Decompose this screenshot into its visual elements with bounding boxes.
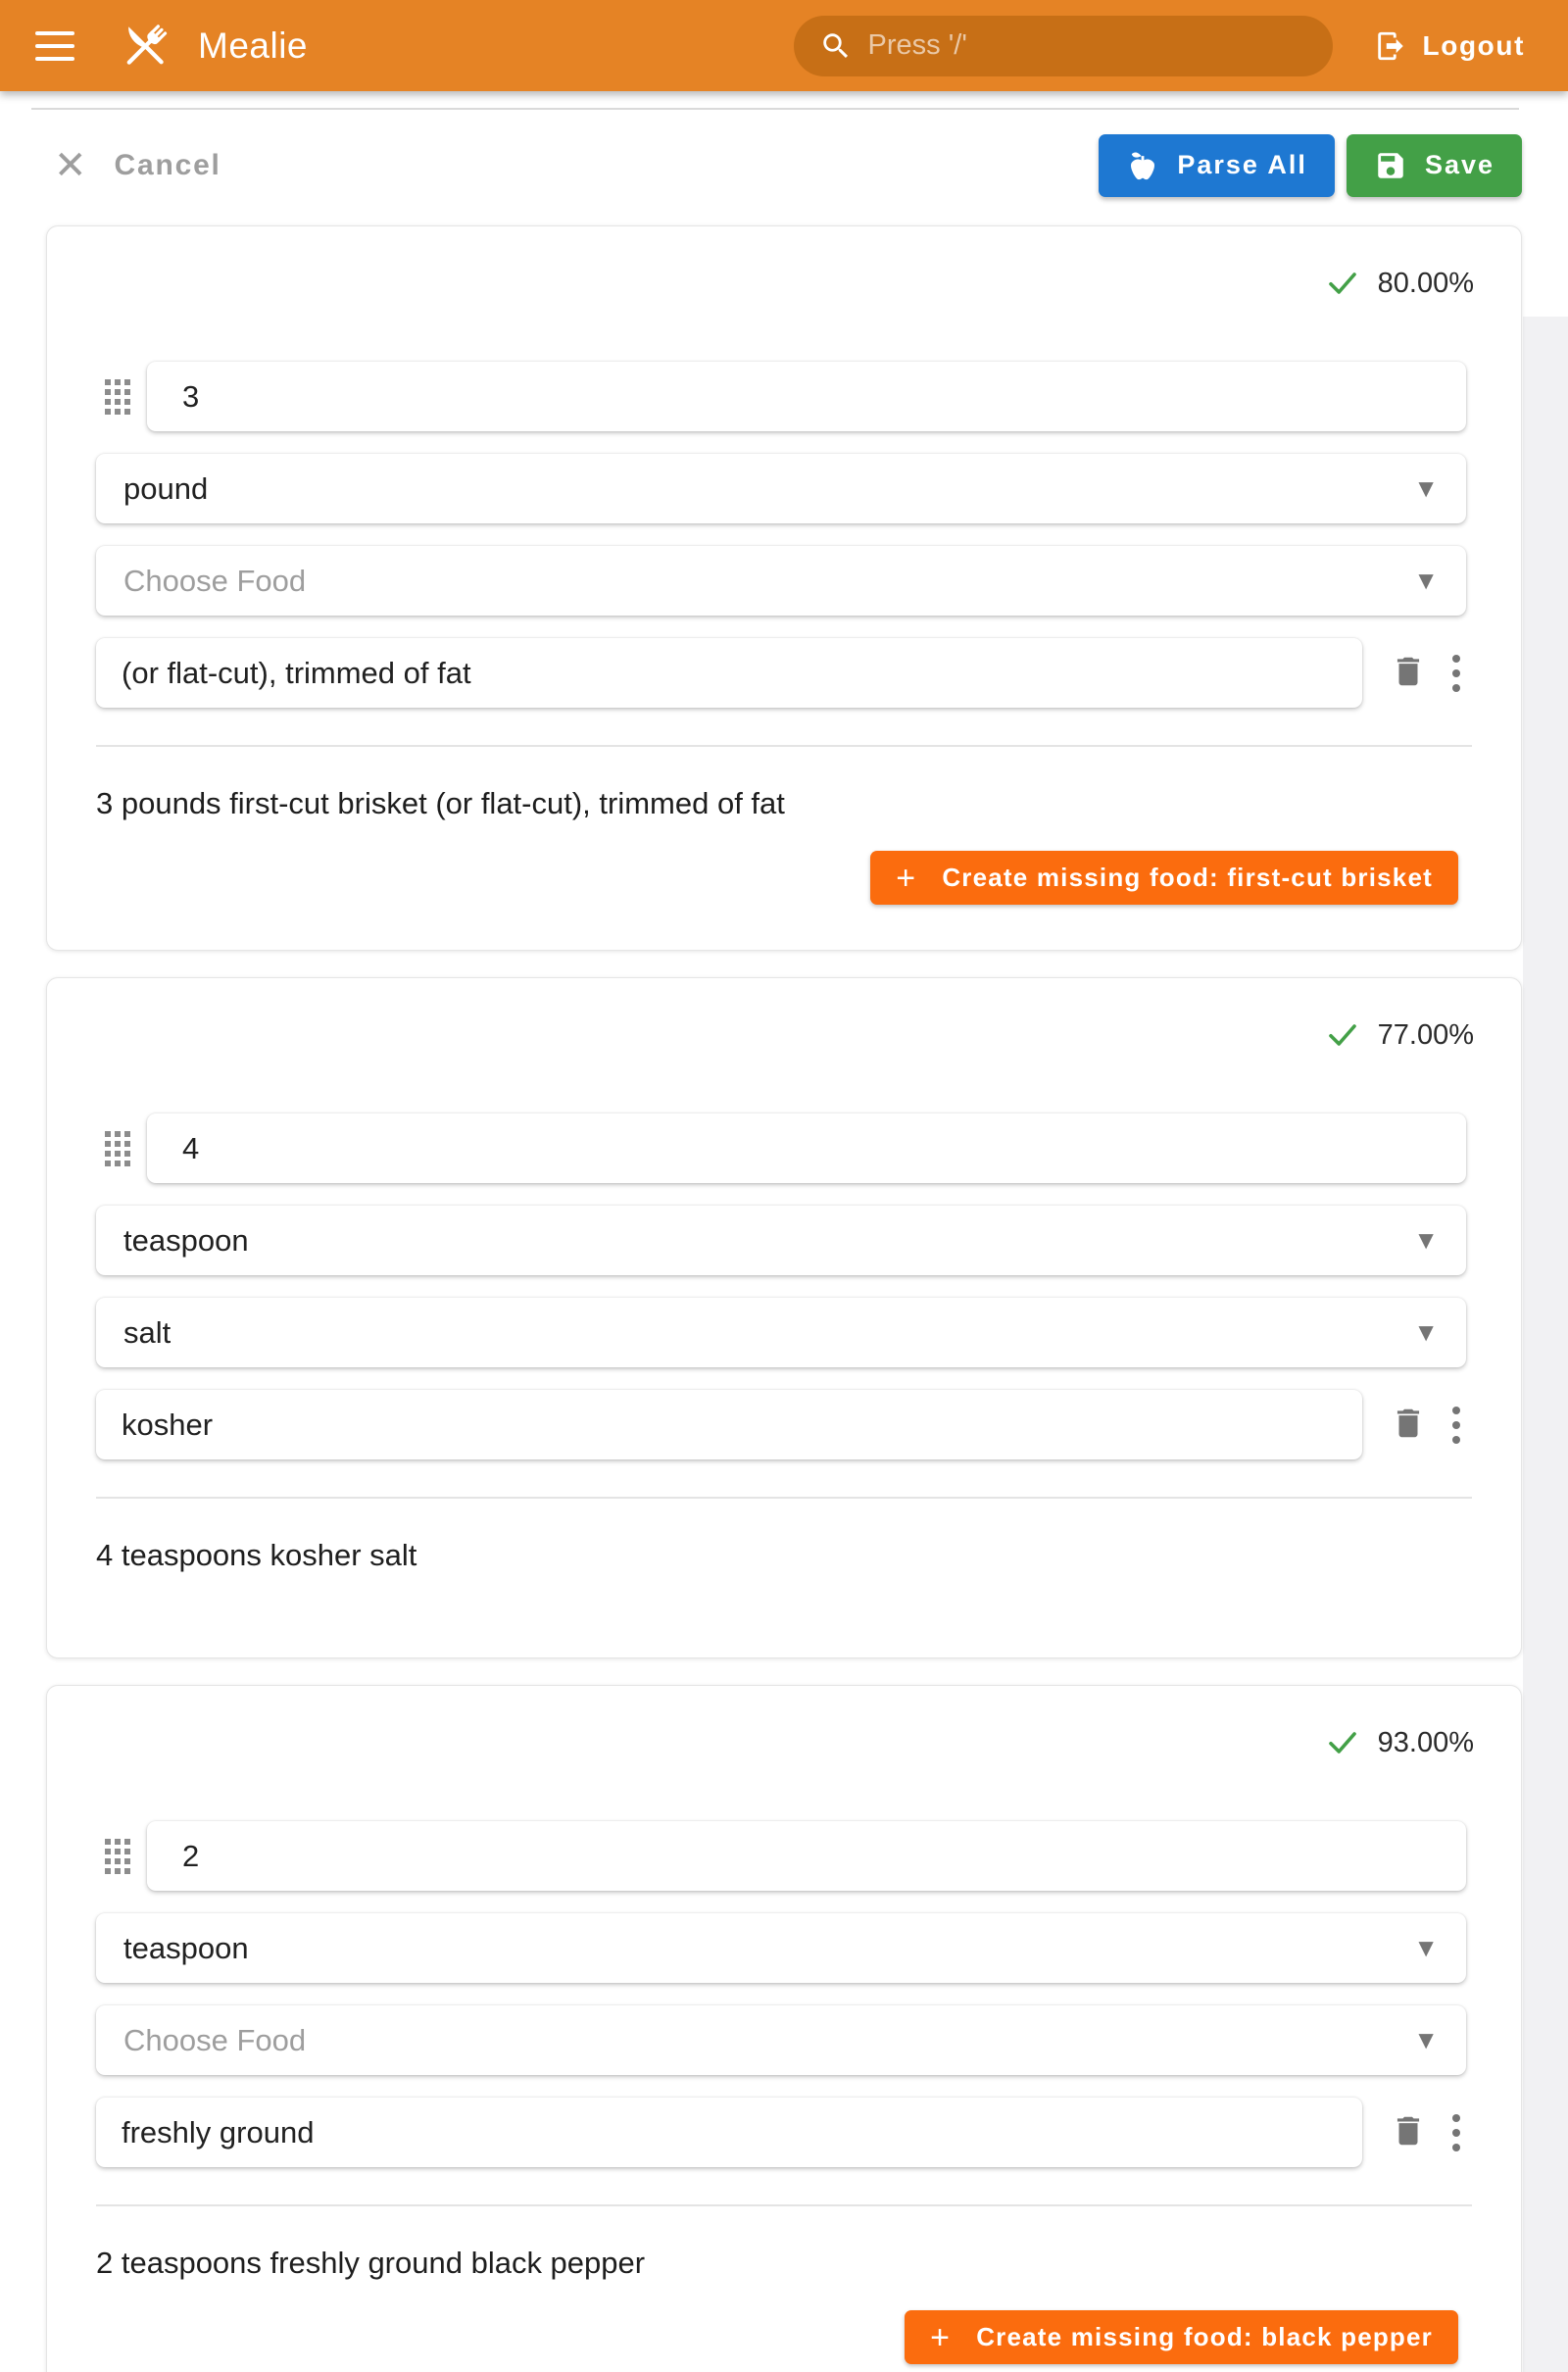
chevron-down-icon: ▼ — [1413, 1933, 1439, 1962]
confidence-value: 77.00% — [1377, 1018, 1474, 1051]
logout-button[interactable] — [1374, 29, 1525, 63]
save-icon — [1374, 149, 1407, 182]
check-icon — [1325, 1017, 1360, 1053]
ingredient-card — [46, 1685, 1522, 2372]
original-ingredient-text: 4 teaspoons kosher salt — [96, 1538, 417, 1572]
drag-handle-icon[interactable] — [96, 379, 139, 415]
ingredient-card — [46, 225, 1522, 951]
trash-icon — [1390, 1405, 1427, 1442]
quantity-input[interactable] — [147, 1821, 1466, 1891]
search-bar[interactable] — [794, 16, 1333, 76]
search-icon — [819, 29, 853, 63]
chevron-down-icon: ▼ — [1413, 473, 1439, 503]
more-options-button[interactable] — [1452, 2114, 1460, 2151]
create-missing-food-label: Create missing food: black pepper — [976, 2322, 1433, 2351]
confidence-row — [47, 1013, 1521, 1057]
chevron-down-icon: ▼ — [1413, 1317, 1439, 1347]
confidence-row — [47, 1721, 1521, 1764]
ingredient-card — [46, 977, 1522, 1658]
food-select[interactable] — [96, 2005, 1466, 2075]
delete-button[interactable] — [1390, 2112, 1427, 2152]
food-select[interactable] — [96, 546, 1466, 616]
unit-value: teaspoon — [123, 1930, 249, 1965]
close-icon: ✕ — [54, 143, 87, 187]
note-input[interactable] — [96, 638, 1362, 708]
note-input[interactable] — [96, 2098, 1362, 2167]
food-value: salt — [123, 1314, 172, 1350]
card-divider — [96, 1497, 1472, 1499]
drag-handle-icon[interactable] — [96, 1839, 139, 1874]
create-missing-food-button[interactable] — [870, 851, 1458, 905]
quantity-input[interactable] — [147, 1113, 1466, 1183]
chevron-down-icon: ▼ — [1413, 1225, 1439, 1255]
check-icon — [1325, 266, 1360, 301]
food-placeholder: Choose Food — [123, 563, 307, 598]
card-divider — [96, 2204, 1472, 2206]
save-button[interactable] — [1347, 134, 1522, 197]
original-ingredient-text: 3 pounds first-cut brisket (or flat-cut), trimmed of fat — [96, 786, 785, 820]
create-missing-food-label: Create missing food: first-cut brisket — [942, 863, 1433, 892]
menu-icon[interactable] — [35, 31, 74, 61]
header-divider — [31, 108, 1519, 110]
delete-button[interactable] — [1390, 653, 1427, 693]
chevron-down-icon: ▼ — [1413, 566, 1439, 595]
mealie-logo-icon — [114, 15, 176, 77]
parse-all-button[interactable] — [1099, 134, 1335, 197]
quantity-input[interactable] — [147, 362, 1466, 431]
card-divider — [96, 745, 1472, 747]
confidence-value: 93.00% — [1377, 1726, 1474, 1758]
create-missing-food-button[interactable] — [905, 2310, 1458, 2364]
chevron-down-icon: ▼ — [1413, 2025, 1439, 2054]
food-placeholder: Choose Food — [123, 2022, 307, 2057]
more-options-button[interactable] — [1452, 1407, 1460, 1444]
parser-toolbar — [0, 91, 1568, 225]
cancel-label: Cancel — [114, 148, 221, 181]
search-input[interactable] — [868, 29, 1307, 62]
drag-handle-icon[interactable] — [96, 1131, 139, 1166]
trash-icon — [1390, 2112, 1427, 2150]
unit-value: pound — [123, 470, 209, 506]
save-label: Save — [1424, 150, 1494, 179]
app-header — [0, 0, 1568, 91]
apple-icon — [1126, 149, 1159, 182]
plus-icon: + — [896, 859, 917, 897]
trash-icon — [1390, 653, 1427, 690]
unit-select[interactable] — [96, 1206, 1466, 1275]
confidence-row — [47, 262, 1521, 305]
more-options-button[interactable] — [1452, 655, 1460, 692]
original-ingredient-text: 2 teaspoons freshly ground black pepper — [96, 2246, 646, 2280]
parse-all-label: Parse All — [1177, 150, 1307, 179]
unit-value: teaspoon — [123, 1222, 249, 1258]
food-select[interactable] — [96, 1298, 1466, 1367]
unit-select[interactable] — [96, 454, 1466, 523]
cancel-button[interactable] — [54, 143, 221, 187]
unit-select[interactable] — [96, 1913, 1466, 1983]
logout-icon — [1374, 29, 1407, 63]
logout-label: Logout — [1422, 29, 1525, 61]
note-input[interactable] — [96, 1390, 1362, 1459]
app-title: Mealie — [198, 25, 308, 66]
check-icon — [1325, 1725, 1360, 1760]
delete-button[interactable] — [1390, 1405, 1427, 1445]
confidence-value: 80.00% — [1377, 267, 1474, 299]
plus-icon: + — [930, 2318, 952, 2356]
